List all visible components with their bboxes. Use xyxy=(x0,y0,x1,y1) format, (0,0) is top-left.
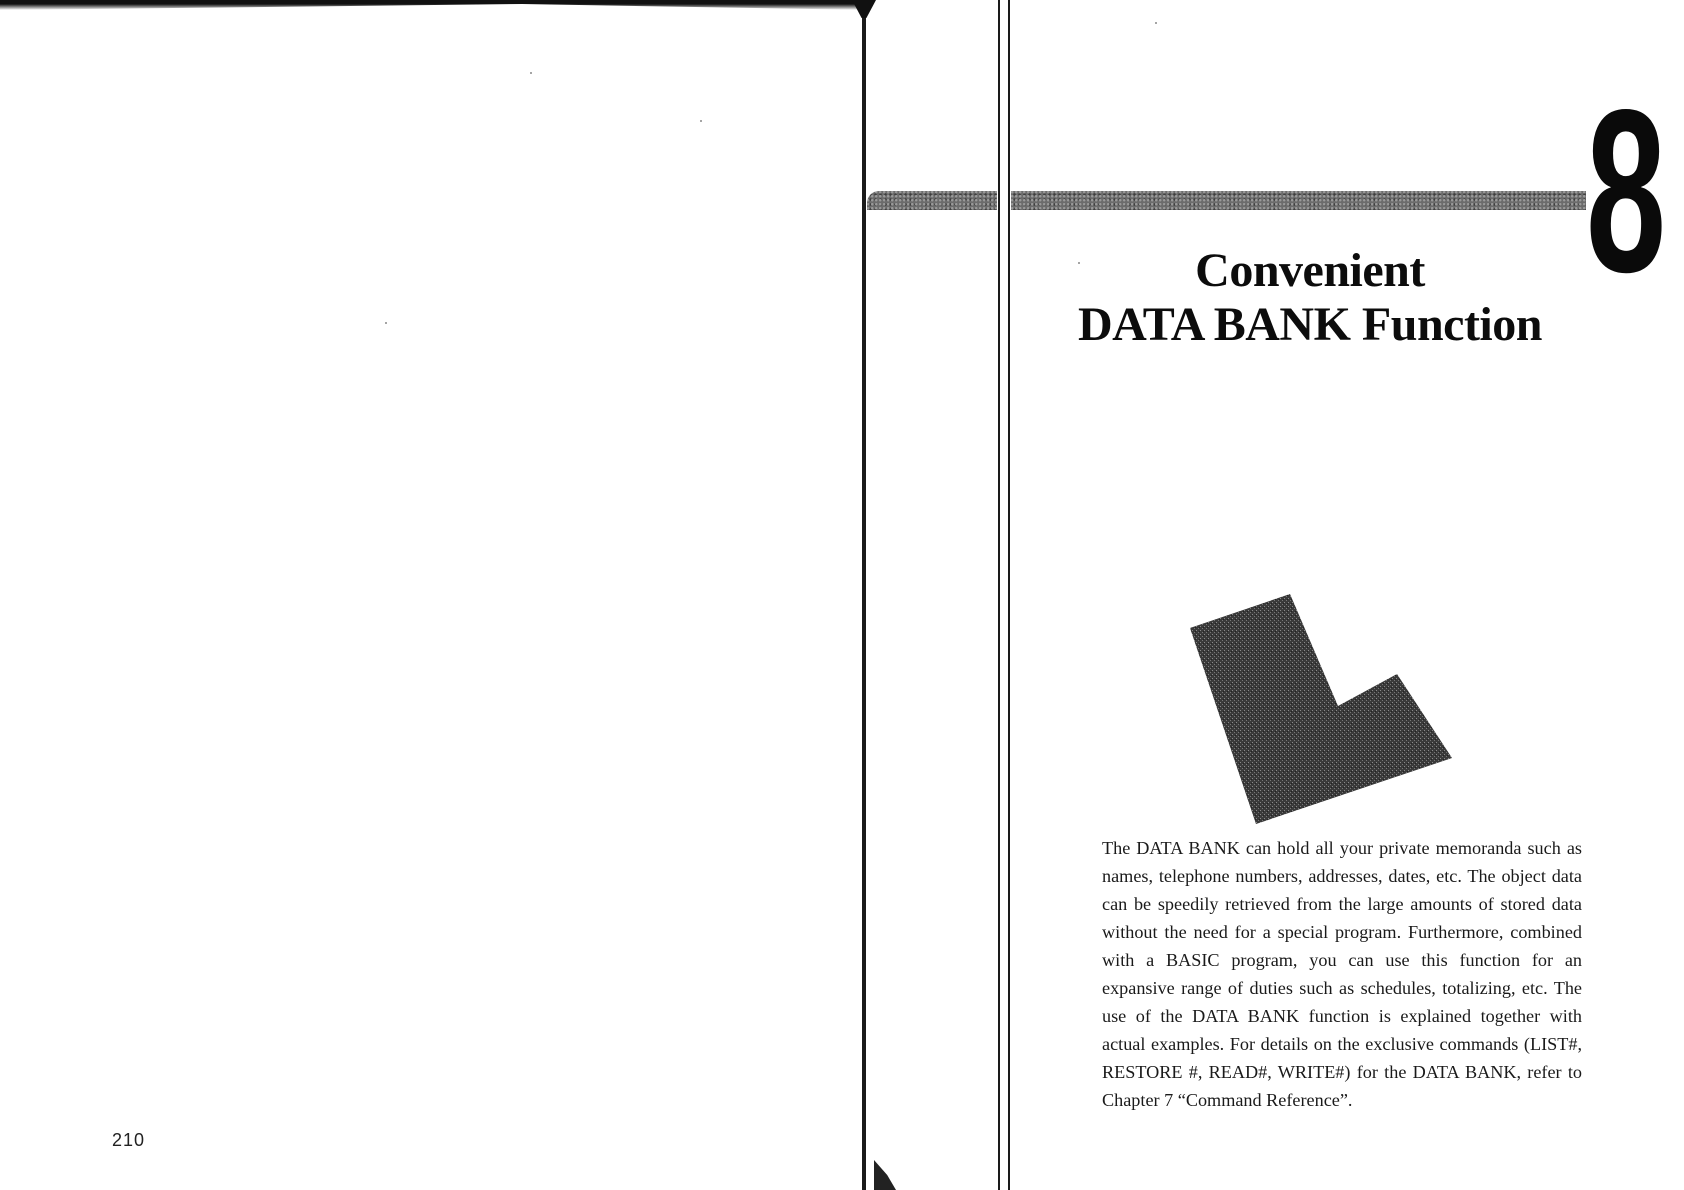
gutter-line xyxy=(862,0,866,1190)
right-page-rule-inner xyxy=(1008,0,1010,1190)
chapter-title xyxy=(1030,244,1590,352)
scan-speck xyxy=(1155,22,1157,24)
page-number: 210 xyxy=(112,1130,146,1150)
left-page-top-edge xyxy=(0,0,870,10)
chapter-band-left xyxy=(867,191,997,210)
scan-speck xyxy=(700,120,702,122)
chapter-title-line1: Convenient xyxy=(1195,244,1425,297)
scan-speck xyxy=(530,72,532,74)
chapter-title-line2: DATA BANK Function xyxy=(1078,298,1542,351)
l-shape-icon xyxy=(1180,590,1460,840)
right-page-rule-outer xyxy=(998,0,1000,1190)
chapter-intro-paragraph: The DATA BANK can hold all your private memoranda such as names, telephone numbers, addresses, dates, etc. The object data can be speedily retrieved from the large amounts of stored data without the need for a special program. Furthermore, combined with a BASIC program, you can use this function for an expansive range of duties such as schedules, totalizing, etc. The use of the DATA BANK function is explained together with actual examples. For details on the exclusive commands (LIST#, RESTORE #, READ#, WRITE#) for the DATA BANK, refer to Chapter 7 “Command Reference”. xyxy=(1102,838,1582,1110)
chapter-band-right xyxy=(1011,191,1586,210)
scan-speck xyxy=(385,322,387,324)
chapter-number: 8 xyxy=(1586,62,1664,321)
gutter-bottom-mark xyxy=(874,1160,896,1190)
l-shape-polygon xyxy=(1190,594,1452,824)
